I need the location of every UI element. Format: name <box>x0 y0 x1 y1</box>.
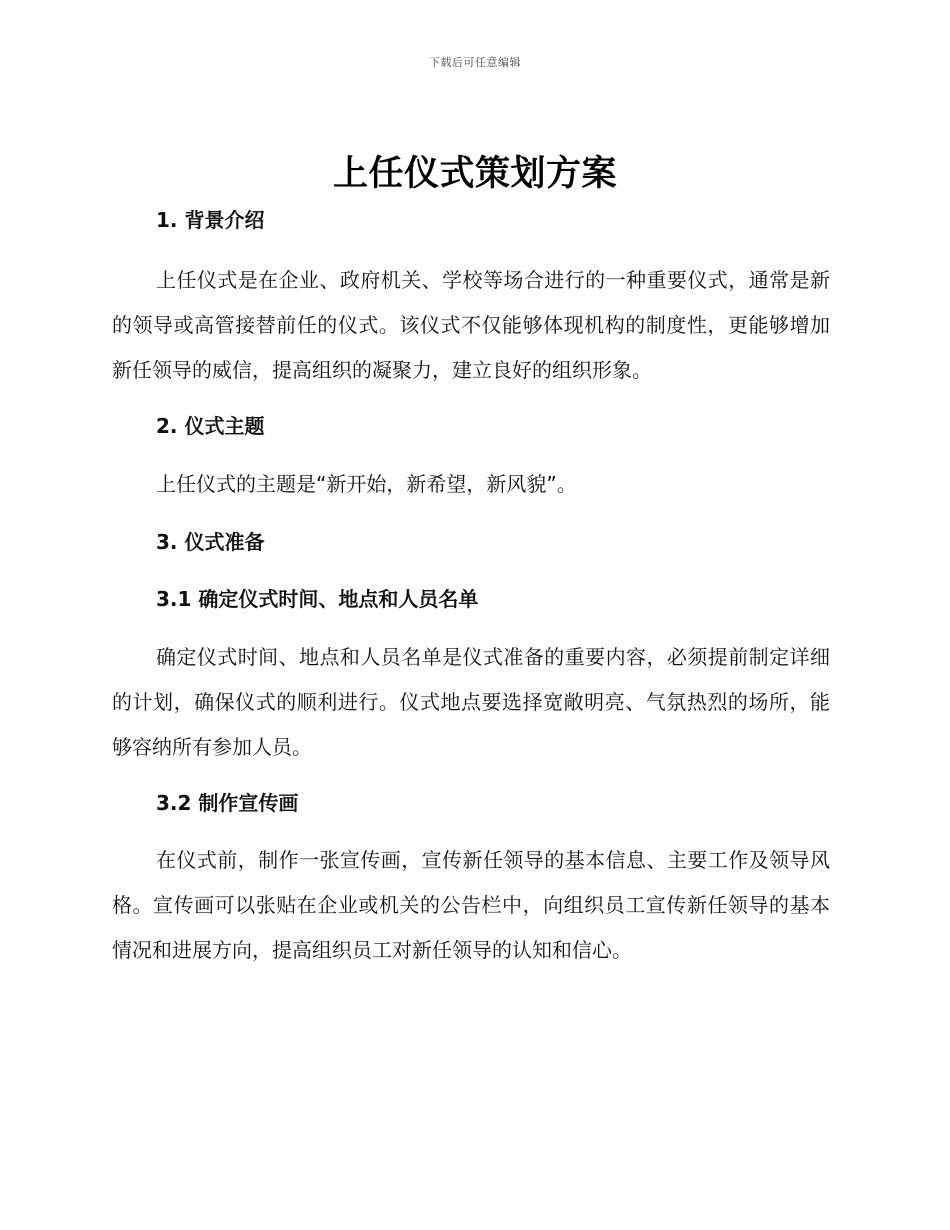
subsection-heading-time-place-people: 3.1 确定仪式时间、地点和人员名单 <box>156 587 479 611</box>
subsection-paragraph-poster: 在仪式前，制作一张宣传画，宣传新任领导的基本信息、主要工作及领导风格。宣传画可以张贴在企业或机关的公告栏中，向组织员工宣传新任领导的基本情况和进展方向，提高组织员工对新任领导的认知和信心。 <box>112 848 830 962</box>
section-paragraph-theme: 上任仪式的主题是“新开始，新希望，新风貌”。 <box>156 472 577 496</box>
section-heading-preparation: 3. 仪式准备 <box>156 530 265 554</box>
document-title: 上任仪式策划方案 <box>332 154 617 194</box>
page-header-note: 下载后可任意编辑 <box>429 56 521 69</box>
section-heading-background: 1. 背景介绍 <box>156 208 265 232</box>
subsection-heading-poster: 3.2 制作宣传画 <box>156 791 299 815</box>
section-heading-theme: 2. 仪式主题 <box>156 414 265 438</box>
section-paragraph-background: 上任仪式是在企业、政府机关、学校等场合进行的一种重要仪式，通常是新的领导或高管接替前任的仪式。该仪式不仅能够体现机构的制度性，更能够增加新任领导的威信，提高组织的凝聚力，建立良好的组织形象。 <box>112 268 830 382</box>
subsection-paragraph-time-place-people: 确定仪式时间、地点和人员名单是仪式准备的重要内容，必须提前制定详细的计划，确保仪式的顺利进行。仪式地点要选择宽敞明亮、气氛热烈的场所，能够容纳所有参加人员。 <box>112 645 830 759</box>
